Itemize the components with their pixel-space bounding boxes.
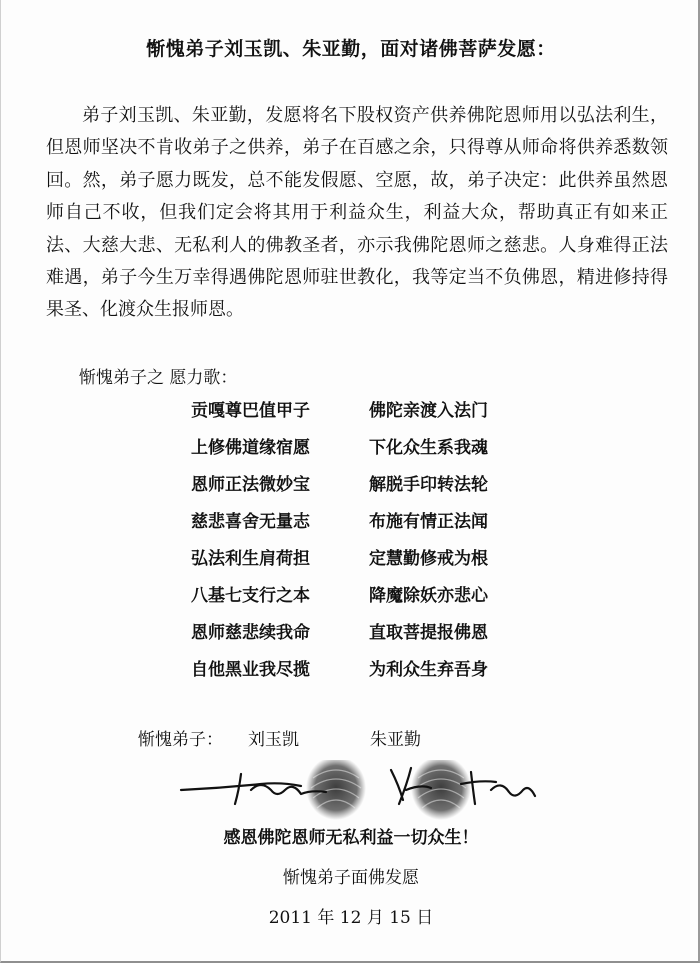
poem-line-left: 上修佛道缘宿愿: [191, 438, 310, 458]
poem-row: [191, 434, 531, 471]
handwritten-signature-1: [181, 774, 326, 804]
signer-name-2: 朱亚勤: [370, 730, 421, 750]
poem-line-right: 定慧勤修戒为根: [369, 549, 488, 569]
poem-row: [191, 619, 531, 656]
poem-row: [191, 582, 531, 619]
poem-line-left: 恩师正法微妙宝: [191, 475, 310, 495]
poem-line-right: 佛陀亲渡入法门: [369, 401, 488, 421]
vow-body-paragraph: 弟子刘玉凯、朱亚勤，发愿将名下股权资产供养佛陀恩师用以弘法利生，但恩师坚决不肯收弟子之供养，弟子在百感之余，只得尊从师命将供养悉数领回。然，弟子愿力既发，总不能发假愿、空愿，故，弟子决定：此供养虽然恩师自己不收，但我们定会将其用于利益众生，利益大众，帮助真正有如来正法、大慈大悲、无私利人的佛教圣者，亦示我佛陀恩师之慈悲。人身难得正法难遇，弟子今生万幸得遇佛陀恩师驻世教化，我等定当不负佛恩，精进修持得果圣、化渡众生报师恩。: [46, 105, 668, 321]
thumbprint-right: [411, 760, 471, 820]
document-date: 2011 年 12 月 15 日: [268, 908, 434, 928]
poem-line-left: 贡嘎尊巴值甲子: [191, 401, 310, 421]
signers-label: 惭愧弟子：: [138, 730, 223, 750]
poem-line-right: 为利众生弃吾身: [369, 660, 488, 680]
poem-row: [191, 545, 531, 582]
poem-line-right: 降魔除妖亦悲心: [369, 586, 488, 606]
poem-line-right: 布施有情正法闻: [369, 512, 488, 532]
thumbprint-left: [306, 760, 366, 820]
poem-row: [191, 471, 531, 508]
signer-name-1: 刘玉凯: [248, 730, 299, 750]
poem-line-right: 解脱手印转法轮: [369, 475, 488, 495]
poem-line-left: 慈悲喜舍无量志: [191, 512, 310, 532]
poem-row: [191, 508, 531, 545]
poem-line-right: 直取菩提报佛恩: [369, 623, 488, 643]
signers-line: [138, 725, 421, 750]
vow-line: 惭愧弟子面佛发愿: [283, 868, 419, 888]
vow-poem: [191, 397, 531, 693]
document-title: 惭愧弟子刘玉凯、朱亚勤，面对诸佛菩萨发愿：: [146, 38, 556, 60]
poem-row: [191, 656, 531, 693]
poem-line-left: 八基七支行之本: [191, 586, 310, 606]
poem-row: [191, 397, 531, 434]
poem-line-left: 恩师慈悲续我命: [191, 623, 310, 643]
poem-line-right: 下化众生系我魂: [369, 438, 488, 458]
song-title: 惭愧弟子之 愿力歌：: [79, 368, 238, 388]
poem-line-left: 自他黑业我尽揽: [191, 660, 310, 680]
gratitude-line: 感恩佛陀恩师无私利益一切众生！: [223, 828, 479, 848]
poem-line-left: 弘法利生肩荷担: [191, 549, 310, 569]
